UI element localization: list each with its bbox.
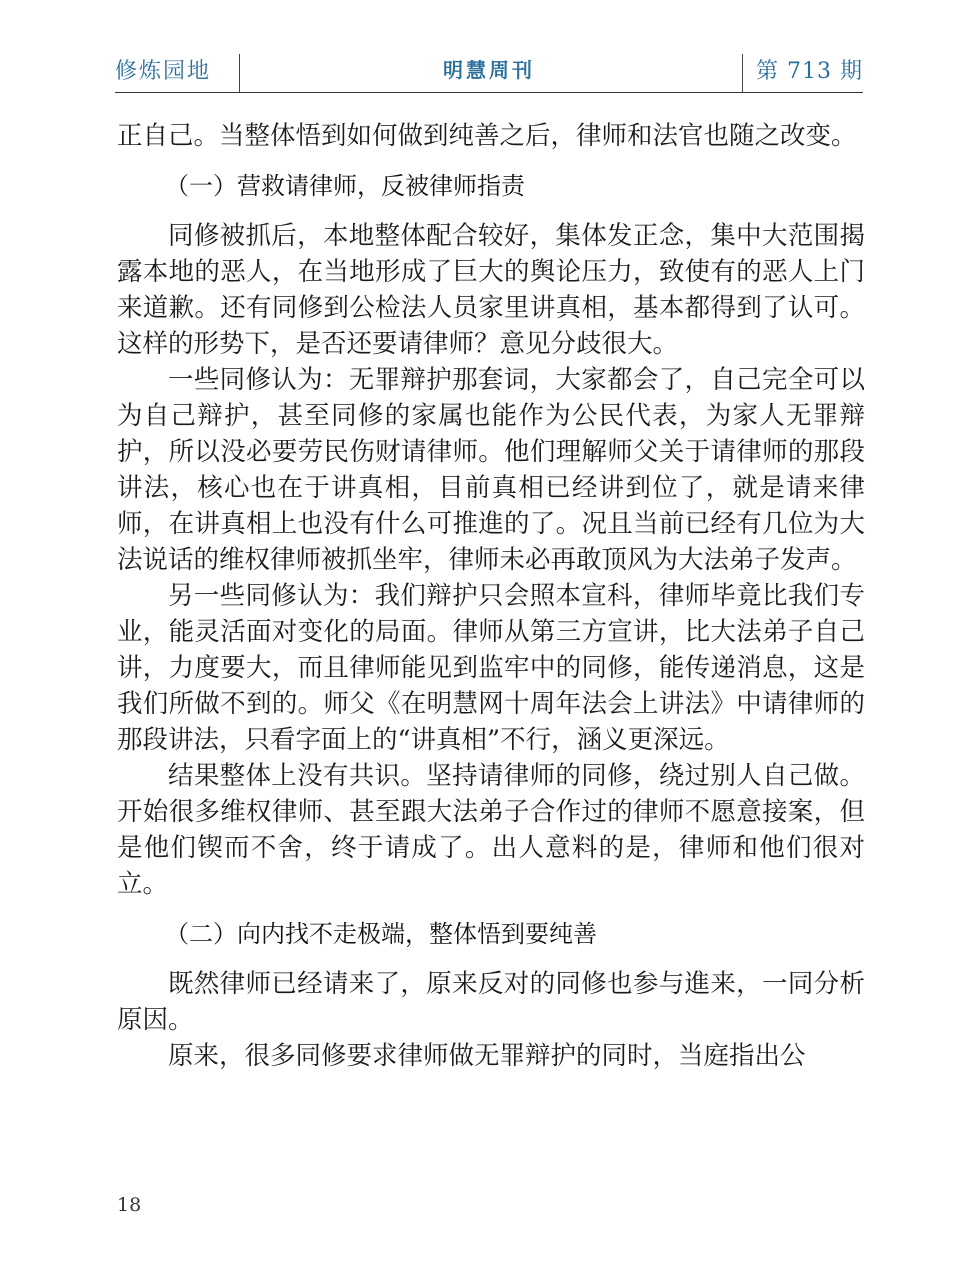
paragraph: 一些同修认为：无罪辩护那套词，大家都会了，自己完全可以为自己辩护，甚至同修的家属也能作为公民代表，为家人无罪辩护，所以没必要劳民伤财请律师。他们理解师父关于请律师的那段讲法，核心也在于讲真相，目前真相已经讲到位了，就是请来律师，在讲真相上也没有什么可推進的了。况且当前已经有几位为大法说话的维权律师被抓坐牢，律师未必再敢顶风为大法弟子发声。 xyxy=(117,365,865,575)
paragraph: 结果整体上没有共识。坚持请律师的同修，绕过别人自己做。开始很多维权律师、甚至跟大法弟子合作过的律师不愿意接案，但是他们锲而不舍，终于请成了。出人意料的是，律师和他们很对立。 xyxy=(117,761,865,899)
paragraph: 同修被抓后，本地整体配合较好，集体发正念，集中大范围揭露本地的恶人，在当地形成了巨大的舆论压力，致使有的恶人上门来道歉。还有同修到公检法人员家里讲真相，基本都得到了认可。这样的形势下，是否还要请律师？意见分歧很大。 xyxy=(117,221,865,359)
paragraph: 既然律师已经请来了，原来反对的同修也参与進来，一同分析原因。 xyxy=(117,969,865,1035)
paragraph: 另一些同修认为：我们辩护只会照本宣科，律师毕竟比我们专业，能灵活面对变化的局面。律师从第三方宣讲，比大法弟子自己讲，力度要大，而且律师能见到监牢中的同修，能传递消息，这是我们所做不到的。师父《在明慧网十周年法会上讲法》中请律师的那段讲法，只看字面上的“讲真相”不行，涵义更深远。 xyxy=(117,581,865,755)
section-title: 修炼园地 xyxy=(115,59,212,84)
header-divider-right xyxy=(742,54,743,92)
header-rule xyxy=(115,92,863,93)
section-heading-1: （一）营救请律师，反被律师指责 xyxy=(165,172,525,200)
section-heading-2: （二）向内找不走极端，整体悟到要纯善 xyxy=(165,920,597,948)
article-body xyxy=(117,118,865,1074)
publication-title: 明慧周刊 xyxy=(443,58,535,82)
paragraph-continued: 正自己。当整体悟到如何做到纯善之后，律师和法官也随之改变。 xyxy=(117,121,857,151)
page-header xyxy=(115,44,863,92)
paragraph: 原来，很多同修要求律师做无罪辩护的同时，当庭指出公 xyxy=(168,1041,806,1071)
page-number: 18 xyxy=(117,1194,142,1216)
issue-number: 第 713 期 xyxy=(756,59,863,84)
